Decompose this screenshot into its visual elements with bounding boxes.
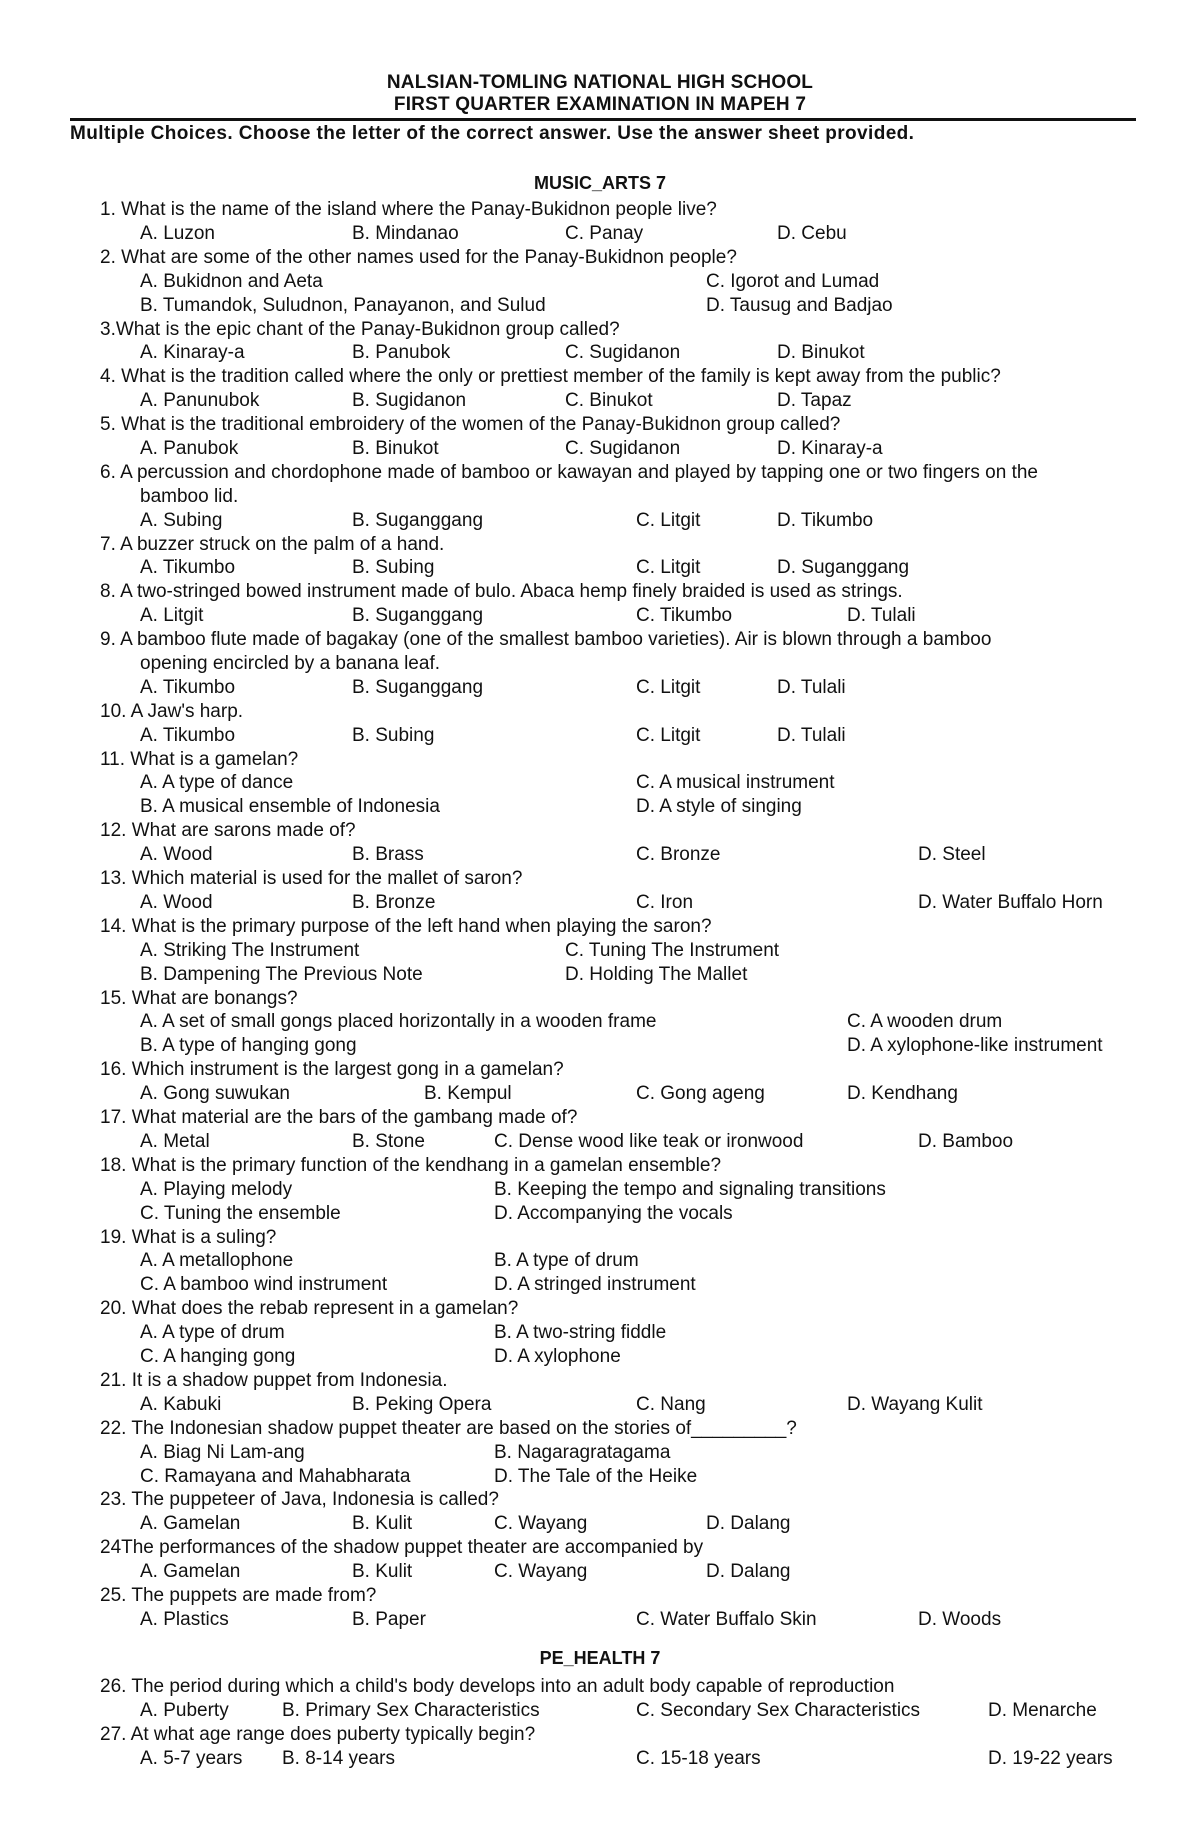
question-14-options	[0, 939, 1200, 963]
answer-option: B. Suganggang	[352, 510, 484, 531]
answer-option: D. Woods	[918, 1609, 1002, 1630]
question-22-text: 22. The Indonesian shadow puppet theater are based on the stories of_________?	[100, 1418, 797, 1439]
answer-option: D. Tausug and Badjao	[706, 295, 893, 316]
answer-option: B. Brass	[352, 844, 424, 865]
answer-option: D. A xylophone-like instrument	[847, 1035, 1103, 1056]
question-9-options	[0, 676, 1200, 700]
answer-option: A. A set of small gongs placed horizontally in a wooden frame	[140, 1011, 657, 1032]
answer-option: D. Tulali	[777, 725, 846, 746]
answer-option: D. Wayang Kulit	[847, 1394, 983, 1415]
answer-option: A. Playing melody	[140, 1179, 293, 1200]
question-15-options	[0, 1034, 1200, 1058]
answer-option: C. Litgit	[636, 725, 701, 746]
answer-option: C. Wayang	[494, 1561, 588, 1582]
question-12-text: 12. What are sarons made of?	[100, 820, 356, 841]
answer-option: A. Tikumbo	[140, 677, 236, 698]
question-25-text: 25. The puppets are made from?	[100, 1585, 377, 1606]
answer-option: B. Sugidanon	[352, 390, 467, 411]
answer-option: A. Tikumbo	[140, 557, 236, 578]
section-heading-music-arts: MUSIC_ARTS 7	[533, 173, 667, 193]
answer-option: A. Gamelan	[140, 1513, 241, 1534]
answer-option: C. Sugidanon	[565, 342, 681, 363]
question-25-options	[0, 1608, 1200, 1632]
question-24-text: 24The performances of the shadow puppet theater are accompanied by	[100, 1537, 704, 1558]
answer-option: B. Mindanao	[352, 223, 459, 244]
answer-option: B. A musical ensemble of Indonesia	[140, 796, 440, 817]
answer-option: B. Binukot	[352, 438, 439, 459]
question-13-text: 13. Which material is used for the mallet of saron?	[100, 868, 523, 889]
answer-option: A. Kinaray-a	[140, 342, 245, 363]
answer-option: C. Water Buffalo Skin	[636, 1609, 817, 1630]
answer-option: D. Dalang	[706, 1561, 791, 1582]
answer-option: C. Gong ageng	[636, 1083, 765, 1104]
answer-option: D. Bamboo	[918, 1131, 1014, 1152]
answer-option: A. Gong suwukan	[140, 1083, 290, 1104]
answer-option: A. Biag Ni Lam-ang	[140, 1442, 305, 1463]
answer-option: D. A xylophone	[494, 1346, 621, 1367]
question-26-options	[0, 1699, 1200, 1723]
answer-option: D. 19-22 years	[988, 1748, 1113, 1769]
question-22-options	[0, 1465, 1200, 1489]
question-14-text: 14. What is the primary purpose of the left hand when playing the saron?	[100, 916, 712, 937]
answer-option: D. Accompanying the vocals	[494, 1203, 733, 1224]
answer-option: A. Luzon	[140, 223, 215, 244]
answer-option: D. Tulali	[847, 605, 916, 626]
answer-option: C. Tuning The Instrument	[565, 940, 780, 961]
question-19-options	[0, 1273, 1200, 1297]
question-21-options	[0, 1393, 1200, 1417]
answer-option: A. Gamelan	[140, 1561, 241, 1582]
question-18-options	[0, 1178, 1200, 1202]
answer-option: D. Menarche	[988, 1700, 1097, 1721]
question-20-options	[0, 1321, 1200, 1345]
answer-option: B. Primary Sex Characteristics	[282, 1700, 540, 1721]
answer-option: B. 8-14 years	[282, 1748, 395, 1769]
question-21-text: 21. It is a shadow puppet from Indonesia.	[100, 1370, 448, 1391]
answer-option: A. Plastics	[140, 1609, 229, 1630]
question-19-options	[0, 1249, 1200, 1273]
question-2-options	[0, 270, 1200, 294]
answer-option: B. Bronze	[352, 892, 436, 913]
answer-option: D. Tapaz	[777, 390, 852, 411]
question-3-options	[0, 341, 1200, 365]
answer-option: A. Wood	[140, 844, 213, 865]
question-15-options	[0, 1010, 1200, 1034]
answer-option: C. Dense wood like teak or ironwood	[494, 1131, 804, 1152]
question-3-text: 3.What is the epic chant of the Panay-Bukidnon group called?	[100, 319, 620, 340]
question-14-options	[0, 963, 1200, 987]
answer-option: A. A metallophone	[140, 1250, 294, 1271]
question-8-text: 8. A two-stringed bowed instrument made of bulo. Abaca hemp finely braided is used as strings.	[100, 581, 903, 602]
question-20-text: 20. What does the rebab represent in a gamelan?	[100, 1298, 519, 1319]
question-7-text: 7. A buzzer struck on the palm of a hand.	[100, 534, 445, 555]
answer-option: A. A type of drum	[140, 1322, 285, 1343]
question-6-text-continued: bamboo lid.	[140, 486, 239, 507]
question-11-options	[0, 795, 1200, 819]
answer-option: A. 5-7 years	[140, 1748, 243, 1769]
question-1-text: 1. What is the name of the island where the Panay-Bukidnon people live?	[100, 199, 717, 220]
question-15-text: 15. What are bonangs?	[100, 988, 298, 1009]
answer-option: B. Dampening The Previous Note	[140, 964, 423, 985]
answer-option: A. Tikumbo	[140, 725, 236, 746]
question-17-options	[0, 1130, 1200, 1154]
question-24-options	[0, 1560, 1200, 1584]
answer-option: B. Kulit	[352, 1561, 413, 1582]
answer-option: C. A hanging gong	[140, 1346, 296, 1367]
question-6-options	[0, 509, 1200, 533]
answer-option: D. Tulali	[777, 677, 846, 698]
answer-option: C. Litgit	[636, 677, 701, 698]
school-name: NALSIAN-TOMLING NATIONAL HIGH SCHOOL	[386, 72, 814, 93]
answer-option: C. 15-18 years	[636, 1748, 761, 1769]
answer-option: B. A type of hanging gong	[140, 1035, 357, 1056]
question-9-text-continued: opening encircled by a banana leaf.	[140, 653, 441, 674]
answer-option: A. Bukidnon and Aeta	[140, 271, 323, 292]
answer-option: C. Sugidanon	[565, 438, 681, 459]
answer-option: C. Secondary Sex Characteristics	[636, 1700, 921, 1721]
answer-option: C. A musical instrument	[636, 772, 835, 793]
answer-option: B. A two-string fiddle	[494, 1322, 667, 1343]
answer-option: A. Striking The Instrument	[140, 940, 360, 961]
answer-option: B. Subing	[352, 725, 435, 746]
answer-option: C. Litgit	[636, 510, 701, 531]
answer-option: B. Keeping the tempo and signaling transitions	[494, 1179, 886, 1200]
answer-option: B. Peking Opera	[352, 1394, 492, 1415]
answer-option: C. Litgit	[636, 557, 701, 578]
answer-option: D. Cebu	[777, 223, 847, 244]
exam-title: FIRST QUARTER EXAMINATION IN MAPEH 7	[393, 94, 807, 115]
answer-option: A. Wood	[140, 892, 213, 913]
answer-option: C. Tikumbo	[636, 605, 733, 626]
answer-option: A. Metal	[140, 1131, 210, 1152]
answer-option: D. A stringed instrument	[494, 1274, 696, 1295]
header-divider	[70, 118, 1136, 121]
answer-option: C. Iron	[636, 892, 694, 913]
question-26-text: 26. The period during which a child's body develops into an adult body capable of reproduction	[100, 1676, 895, 1697]
answer-option: B. Suganggang	[352, 605, 484, 626]
answer-option: A. Panunubok	[140, 390, 260, 411]
answer-option: B. Tumandok, Suludnon, Panayanon, and Sulud	[140, 295, 546, 316]
question-5-options	[0, 437, 1200, 461]
answer-option: D. Tikumbo	[777, 510, 874, 531]
question-11-text: 11. What is a gamelan?	[100, 749, 299, 770]
question-2-options	[0, 294, 1200, 318]
answer-option: D. Water Buffalo Horn	[918, 892, 1103, 913]
answer-option: D. Suganggang	[777, 557, 910, 578]
answer-option: D. The Tale of the Heike	[494, 1466, 698, 1487]
answer-option: C. Igorot and Lumad	[706, 271, 880, 292]
answer-option: D. Holding The Mallet	[565, 964, 748, 985]
answer-option: C. Ramayana and Mahabharata	[140, 1466, 411, 1487]
question-5-text: 5. What is the traditional embroidery of the women of the Panay-Bukidnon group called?	[100, 414, 841, 435]
answer-option: D. Dalang	[706, 1513, 791, 1534]
question-7-options	[0, 556, 1200, 580]
question-10-text: 10. A Jaw's harp.	[100, 701, 244, 722]
question-11-options	[0, 771, 1200, 795]
question-18-text: 18. What is the primary function of the kendhang in a gamelan ensemble?	[100, 1155, 722, 1176]
question-23-text: 23. The puppeteer of Java, Indonesia is called?	[100, 1489, 499, 1510]
question-10-options	[0, 724, 1200, 748]
answer-option: B. Stone	[352, 1131, 425, 1152]
question-1-options	[0, 222, 1200, 246]
answer-option: C. Panay	[565, 223, 644, 244]
question-9-text: 9. A bamboo flute made of bagakay (one of the smallest bamboo varieties). Air is blown through a bamboo	[100, 629, 992, 650]
answer-option: B. Panubok	[352, 342, 451, 363]
question-19-text: 19. What is a suling?	[100, 1227, 277, 1248]
answer-option: C. Wayang	[494, 1513, 588, 1534]
answer-option: A. Subing	[140, 510, 223, 531]
question-22-options	[0, 1441, 1200, 1465]
answer-option: D. Kendhang	[847, 1083, 958, 1104]
answer-option: B. Kempul	[424, 1083, 512, 1104]
question-4-options	[0, 389, 1200, 413]
question-2-text: 2. What are some of the other names used for the Panay-Bukidnon people?	[100, 247, 737, 268]
answer-option: A. Litgit	[140, 605, 204, 626]
answer-option: B. Nagaragratagama	[494, 1442, 671, 1463]
question-27-text: 27. At what age range does puberty typically begin?	[100, 1724, 536, 1745]
answer-option: A. Puberty	[140, 1700, 229, 1721]
answer-option: D. Binukot	[777, 342, 865, 363]
answer-option: C. Bronze	[636, 844, 721, 865]
answer-option: B. Kulit	[352, 1513, 413, 1534]
answer-option: A. Kabuki	[140, 1394, 222, 1415]
answer-option: C. Nang	[636, 1394, 706, 1415]
section-heading-pe-health: PE_HEALTH 7	[539, 1648, 661, 1668]
instructions: Multiple Choices. Choose the letter of the correct answer. Use the answer sheet provided.	[70, 123, 915, 144]
question-17-text: 17. What material are the bars of the gambang made of?	[100, 1107, 578, 1128]
question-6-text: 6. A percussion and chordophone made of bamboo or kawayan and played by tapping one or two fingers on the	[100, 462, 1038, 483]
question-13-options	[0, 891, 1200, 915]
answer-option: D. Kinaray-a	[777, 438, 883, 459]
question-23-options	[0, 1512, 1200, 1536]
answer-option: C. Tuning the ensemble	[140, 1203, 341, 1224]
answer-option: B. A type of drum	[494, 1250, 639, 1271]
answer-option: A. Panubok	[140, 438, 239, 459]
question-4-text: 4. What is the tradition called where the only or prettiest member of the family is kept away from the public?	[100, 366, 1001, 387]
question-27-options	[0, 1747, 1200, 1771]
question-20-options	[0, 1345, 1200, 1369]
answer-option: B. Paper	[352, 1609, 426, 1630]
answer-option: C. A wooden drum	[847, 1011, 1003, 1032]
question-16-options	[0, 1082, 1200, 1106]
answer-option: C. A bamboo wind instrument	[140, 1274, 388, 1295]
answer-option: D. A style of singing	[636, 796, 802, 817]
answer-option: D. Steel	[918, 844, 986, 865]
answer-option: B. Subing	[352, 557, 435, 578]
answer-option: B. Suganggang	[352, 677, 484, 698]
question-8-options	[0, 604, 1200, 628]
question-18-options	[0, 1202, 1200, 1226]
answer-option: C. Binukot	[565, 390, 653, 411]
question-12-options	[0, 843, 1200, 867]
question-16-text: 16. Which instrument is the largest gong in a gamelan?	[100, 1059, 564, 1080]
answer-option: A. A type of dance	[140, 772, 294, 793]
